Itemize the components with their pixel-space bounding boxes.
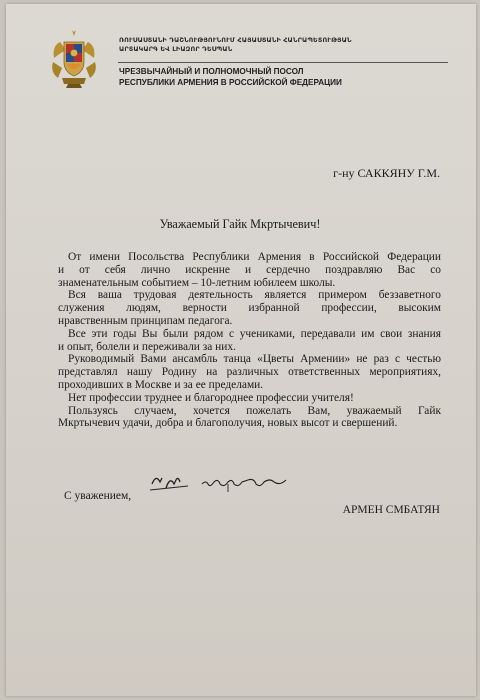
letter-line: представлял нашу Родину на различных ответственных мероприятиях,: [58, 366, 441, 379]
letter-body: [58, 251, 441, 430]
letter-line: и от себя лично искренне и сердечно поздравляю Вас со: [58, 263, 441, 276]
letterhead-russian-line-2: РЕСПУБЛИКИ АРМЕНИЯ В РОССИЙСКОЙ ФЕДЕРАЦИИ: [119, 78, 342, 87]
signer-name: АРМЕН СМБАТЯН: [342, 504, 440, 516]
letterhead-divider: [118, 62, 448, 63]
russian-letterhead: [119, 66, 459, 88]
letter-line: знаменательным событием – 10-летним юбилеем школы.: [58, 276, 336, 289]
letterhead-armenian-line-1: ՌՈՒՍԱՍՏԱՆԻ ԴԱՇՆՈՒԹՅՈՒՆՈՒՄ ՀԱՅԱՍՏԱՆԻ ՀԱՆՐԱՊԵՏՈՒԹՅԱՆ: [119, 36, 352, 44]
letter-line: проходивших в Москве и за ее пределами.: [58, 378, 264, 391]
recipient-line: г-ну САККЯНУ Г.М.: [333, 166, 440, 180]
letter-line: Руководимый Вами ансамбль танца «Цветы Армении» не раз с честью: [68, 353, 441, 366]
closing-phrase: С уважением,: [64, 490, 132, 502]
letter-line: служения людям, верности избранной профессии, высоким: [58, 302, 441, 315]
letterhead-russian-line-1: ЧРЕЗВЫЧАЙНЫЙ И ПОЛНОМОЧНЫЙ ПОСОЛ: [119, 67, 304, 76]
armenian-letterhead: [119, 36, 459, 54]
armenian-coat-of-arms-icon: [50, 28, 98, 90]
letterhead-armenian-line-2: ԱՐՏԱԿԱՐԳ ԵՎ ԼԻԱԶՈՐ ԴԵՍՊԱՆ: [119, 45, 233, 53]
letter-line: нравственным принципам педагога.: [58, 314, 233, 327]
letter-line: Пользуясь случаем, хочется пожелать Вам, уважаемый Гайк: [68, 404, 441, 417]
letter-line: От имени Посольства Республики Армения в Российской Федерации: [68, 251, 441, 263]
letter-line: Вся ваша трудовая деятельность является примером беззаветного: [68, 289, 441, 302]
salutation: Уважаемый Гайк Мкртычевич!: [159, 217, 321, 231]
handwritten-signature: [144, 470, 304, 494]
letter-line: Все эти годы Вы были рядом с учениками, передавали им свои знания: [68, 327, 441, 340]
letter-line: Мкртычевич удачи, добра и благополучия, новых высот и свершений.: [58, 417, 398, 430]
letter-line: и опыт, болели и переживали за них.: [58, 340, 236, 353]
letter-line: Нет профессии труднее и благороднее профессии учителя!: [68, 391, 354, 404]
